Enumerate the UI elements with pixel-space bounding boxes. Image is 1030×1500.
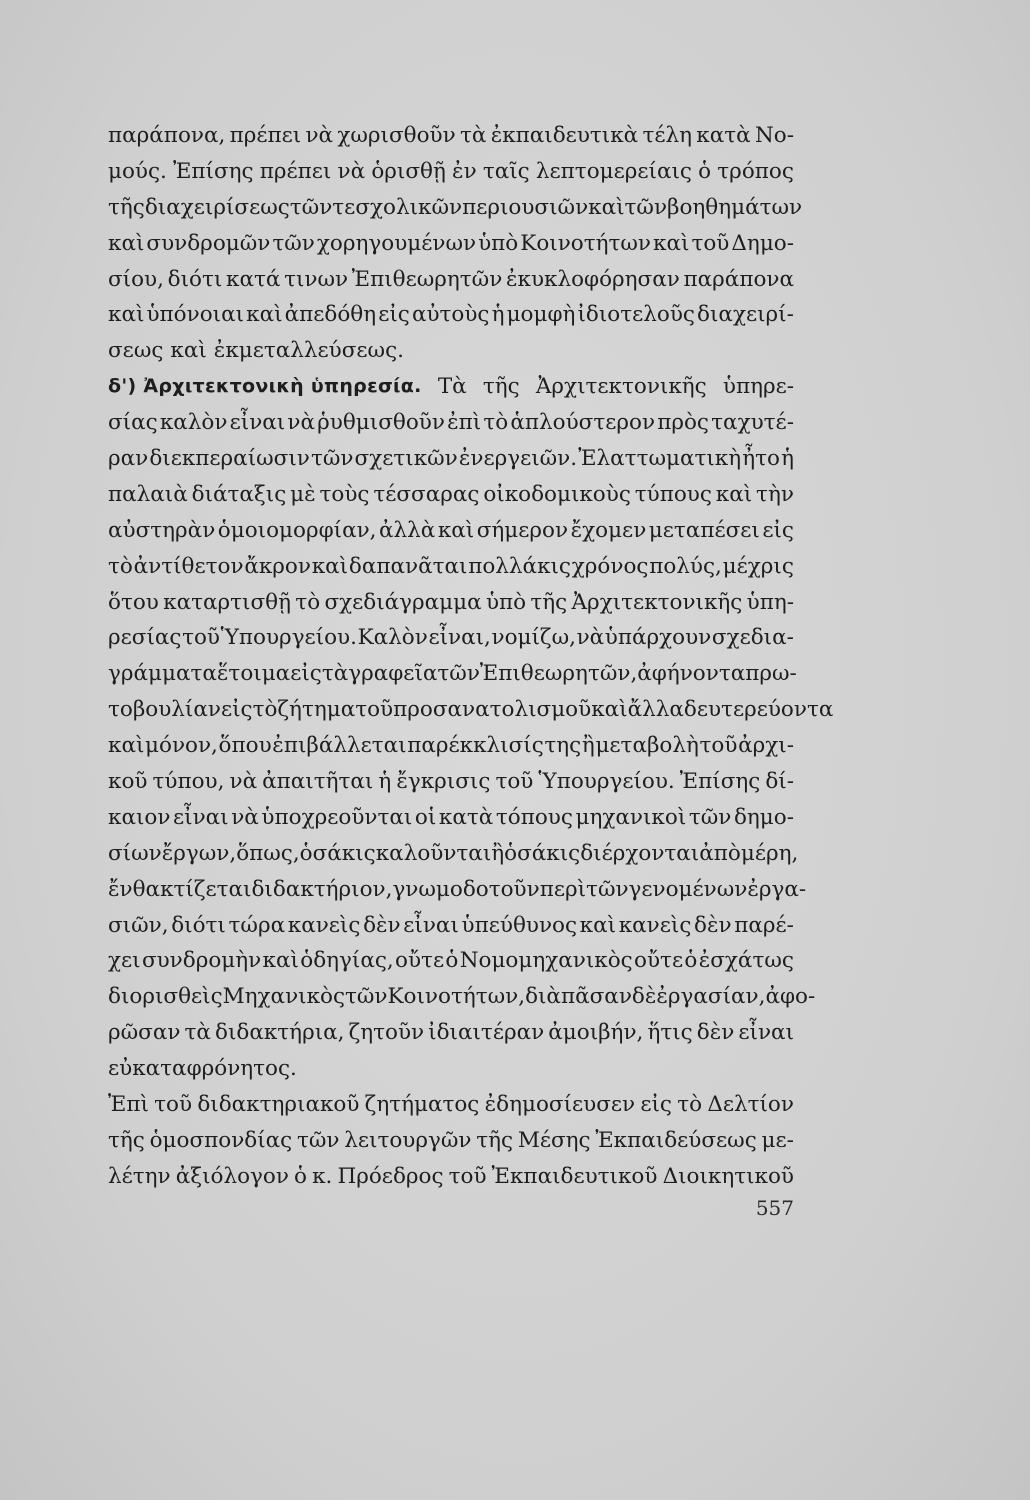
text-line: χει συνδρομὴν καὶ ὁδηγίας, οὔτε ὁ Νομομηχανικὸς οὔτε ὁ ἐσχάτως xyxy=(108,948,794,974)
text-line: γράμματα ἕτοιμα εἰς τὰ γραφεῖα τῶν Ἐπιθεωρητῶν, ἀφήνοντα πρω- xyxy=(108,661,797,687)
page-number: 557 xyxy=(755,1196,794,1220)
text-line: τοβουλίαν εἰς τὸ ζήτημα τοῦ προσανατολισμοῦ καὶ ἄλλα δευτερεύοντα xyxy=(108,697,834,723)
text-line: σεως καὶ ἐκμεταλλεύσεως. xyxy=(108,338,404,364)
text-line: καὶ μόνον, ὅπου ἐπιβάλλεται παρέκκλισίς της ἢ μεταβολὴ τοῦ ἀρχι- xyxy=(108,733,794,759)
text-line: ἔνθα κτίζεται διδακτήριον, γνωμοδοτοῦν περὶ τῶν γενομένων ἐργα- xyxy=(108,876,807,902)
text-line: εὐκαταφρόνητος. xyxy=(108,1056,297,1082)
text-line: σιῶν, διότι τώρα κανεὶς δὲν εἶναι ὑπεύθυνος καὶ κανεὶς δὲν παρέ- xyxy=(108,912,794,938)
text-line: κοῦ τύπου, νὰ ἀπαιτῆται ἡ ἔγκρισις τοῦ Ὑπουργείου. Ἐπίσης δί- xyxy=(108,769,794,795)
text-line: αὐστηρὰν ὁμοιομορφίαν, ἀλλὰ καὶ σήμερον ἔχομεν μεταπέσει εἰς xyxy=(108,517,794,543)
text-line: δ') Ἀρχιτεκτονικὴ ὑπηρεσία. Τὰ τῆς Ἀρχιτεκτονικῆς ὑπηρε- xyxy=(108,369,794,405)
text-line: παλαιὰ διάταξις μὲ τοὺς τέσσαρας οἰκοδομικοὺς τύπους καὶ τὴν xyxy=(108,481,794,507)
text-line: σίου, διότι κατά τινων Ἐπιθεωρητῶν ἐκυκλοφόρησαν παράπονα xyxy=(108,266,794,292)
text-line: τὸ ἀντίθετον ἄκρον καὶ δαπανᾶται πολλάκις χρόνος πολύς, μέχρις xyxy=(108,553,794,579)
text-line: ραν διεκπεραίωσιν τῶν σχετικῶν ἐνεργειῶν. Ἐλαττωματικὴ ἦτο ἡ xyxy=(108,446,794,472)
section-heading: δ') Ἀρχιτεκτονικὴ ὑπηρεσία. xyxy=(108,375,422,398)
text-line: καὶ συνδρομῶν τῶν χορηγουμένων ὑπὸ Κοινοτήτων καὶ τοῦ Δημο- xyxy=(108,230,794,256)
text-line: σίων ἔργων, ὅπως, ὁσάκις καλοῦνται ἢ ὁσάκις διέρχονται ἀπὸ μέρη, xyxy=(108,840,799,866)
text-line: ὅτου καταρτισθῇ τὸ σχεδιάγραμμα ὑπὸ τῆς Ἀρχιτεκτονικῆς ὑπη- xyxy=(108,589,794,615)
text-line: ρῶσαν τὰ διδακτήρια, ζητοῦν ἰδιαιτέραν ἀμοιβήν, ἥτις δὲν εἶναι xyxy=(108,1020,794,1046)
text-line: λέτην ἀξιόλογον ὁ κ. Πρόεδρος τοῦ Ἐκπαιδευτικοῦ Διοικητικοῦ xyxy=(108,1163,794,1189)
text-line: διορισθεὶς Μηχανικὸς τῶν Κοινοτήτων, διὰ πᾶσαν δὲ ἐργασίαν, ἀφο- xyxy=(108,984,816,1010)
text-line: καὶ ὑπόνοιαι καὶ ἀπεδόθη εἰς αὐτοὺς ἡ μομφὴ ἰδιοτελοῦς διαχειρί- xyxy=(108,302,794,328)
text-line: τῆς διαχειρίσεως τῶν τε σχολικῶν περιουσιῶν καὶ τῶν βοηθημάτων xyxy=(108,194,803,220)
text-line: ρεσίας τοῦ Ὑπουργείου. Καλὸν εἶναι, νομίζω, νὰ ὑπάρχουν σχεδια- xyxy=(108,625,794,651)
text-line: τῆς ὁμοσπονδίας τῶν λειτουργῶν τῆς Μέσης Ἐκπαιδεύσεως με- xyxy=(108,1127,794,1153)
text-line: καιον εἶναι νὰ ὑποχρεοῦνται οἱ κατὰ τόπους μηχανικοὶ τῶν δημο- xyxy=(108,804,794,830)
text-line: μούς. Ἐπίσης πρέπει νὰ ὁρισθῇ ἐν ταῖς λεπτομερείαις ὁ τρόπος xyxy=(108,158,794,184)
body-text xyxy=(108,118,834,1195)
text-line: Ἐπὶ τοῦ διδακτηριακοῦ ζητήματος ἐδημοσίευσεν εἰς τὸ Δελτίον xyxy=(108,1092,794,1118)
text-line: σίας καλὸν εἶναι νὰ ῥυθμισθοῦν ἐπὶ τὸ ἁπλούστερον πρὸς ταχυτέ- xyxy=(108,410,794,436)
text-line: παράπονα, πρέπει νὰ χωρισθοῦν τὰ ἐκπαιδευτικὰ τέλη κατὰ Νο- xyxy=(108,123,794,148)
